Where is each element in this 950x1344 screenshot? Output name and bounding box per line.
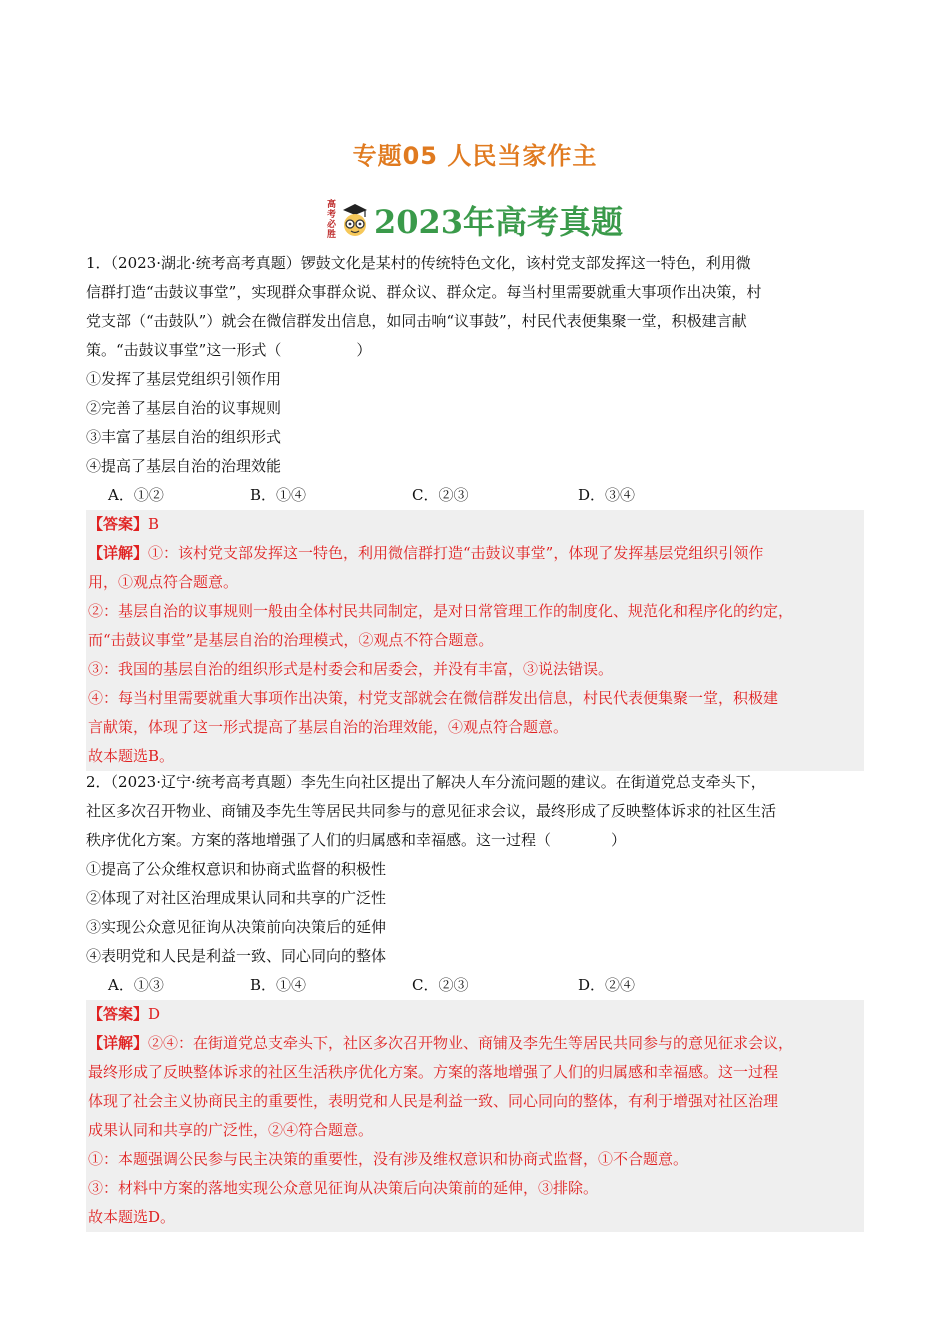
- answer-options: [86, 481, 864, 510]
- detail-line: ④：每当村里需要就重大事项作出决策，村党支部就会在微信群发出信息，村民代表便集聚一堂，积极建: [88, 689, 779, 707]
- option-a: A．①②: [108, 486, 164, 504]
- detail-conclusion: 故本题选B。: [88, 747, 175, 765]
- option-c: C．②③: [412, 486, 469, 504]
- detail-line: 用，①观点符合题意。: [88, 573, 239, 591]
- question-stem-line: 社区多次召开物业、商铺及李先生等居民共同参与的意见征求会议，最终形成了反映整体诉求的社区生活: [86, 802, 777, 820]
- question-stem-line: 2．（2023·辽宁·统考高考真题）李先生向社区提出了解决人车分流问题的建议。在街道党总支牵头下，: [86, 773, 766, 791]
- question-2: [86, 768, 864, 1232]
- detail-line: 体现了社会主义协商民主的重要性，表明党和人民是利益一致、同心同向的整体，有利于增强对社区治理: [88, 1092, 779, 1110]
- scholar-mascot-icon: [340, 203, 370, 237]
- page-title: 专题05 人民当家作主: [352, 142, 598, 170]
- detail-line: ③：我国的基层自治的组织形式是村委会和居委会，并没有丰富，③说法错误。: [88, 660, 614, 678]
- answer-value: B: [148, 515, 160, 533]
- detail-line: 言献策，体现了这一形式提高了基层自治的治理效能，④观点符合题意。: [88, 718, 569, 736]
- detail-line: 成果认同和共享的广泛性，②④符合题意。: [88, 1121, 374, 1139]
- banner-text: 2023年高考真题: [373, 203, 624, 241]
- detail-line: ②：基层自治的议事规则一般由全体村民共同制定，是对日常管理工作的制度化、规范化和程序化的约定，: [88, 602, 794, 620]
- option-d: D．②④: [578, 976, 636, 994]
- detail-label: 【详解】: [88, 544, 149, 562]
- question-1: [86, 249, 864, 771]
- answer-label: 【答案】: [88, 515, 149, 533]
- question-stem-line: 秩序优化方案。方案的落地增强了人们的归属感和幸福感。这一过程（ ）: [86, 831, 627, 849]
- option-c: C．②③: [412, 976, 469, 994]
- option-a: A．①③: [108, 976, 164, 994]
- statement-item: ①提高了公众维权意识和协商式监督的积极性: [86, 860, 387, 878]
- detail-line: ①：该村党支部发挥这一特色，利用微信群打造“击鼓议事堂”，体现了发挥基层党组织引领作: [148, 544, 764, 562]
- section-banner: [86, 192, 864, 240]
- statement-item: ①发挥了基层党组织引领作用: [86, 370, 282, 388]
- answer-label: 【答案】: [88, 1005, 149, 1023]
- statement-item: ④表明党和人民是利益一致、同心同向的整体: [86, 947, 387, 965]
- question-stem-line: 1．（2023·湖北·统考高考真题）锣鼓文化是某村的传统特色文化，该村党支部发挥这一特色，利用微: [86, 254, 751, 272]
- seal-logo: 高 考 必 胜: [326, 200, 336, 240]
- detail-line: 而“击鼓议事堂”是基层自治的治理模式，②观点不符合题意。: [88, 631, 494, 649]
- question-stem-line: 党支部（“击鼓队”）就会在微信群发出信息，如同击响“议事鼓”，村民代表便集聚一堂，积极建言献: [86, 312, 747, 330]
- statement-item: ②体现了对社区治理成果认同和共享的广泛性: [86, 889, 387, 907]
- detail-line: 最终形成了反映整体诉求的社区生活秩序优化方案。方案的落地增强了人们的归属感和幸福感。这一过程: [88, 1063, 779, 1081]
- answer-value: D: [148, 1005, 161, 1023]
- statement-item: ③实现公众意见征询从决策前向决策后的延伸: [86, 918, 387, 936]
- question-stem-line: 信群打造“击鼓议事堂”，实现群众事群众说、群众议、群众定。每当村里需要就重大事项作出决策，村: [86, 283, 762, 301]
- option-d: D．③④: [578, 486, 636, 504]
- statement-item: ③丰富了基层自治的组织形式: [86, 428, 282, 446]
- detail-line: ①：本题强调公民参与民主决策的重要性，没有涉及维权意识和协商式监督，①不合题意。: [88, 1150, 689, 1168]
- detail-label: 【详解】: [88, 1034, 149, 1052]
- statement-item: ④提高了基层自治的治理效能: [86, 457, 282, 475]
- option-b: B．①④: [250, 486, 307, 504]
- detail-conclusion: 故本题选D。: [88, 1208, 176, 1226]
- question-stem-line: 策。“击鼓议事堂”这一形式（ ）: [86, 341, 372, 359]
- detail-line: ②④：在街道党总支牵头下，社区多次召开物业、商铺及李先生等居民共同参与的意见征求会议，: [148, 1034, 794, 1052]
- option-b: B．①④: [250, 976, 307, 994]
- answer-explanation-box: [86, 510, 864, 771]
- statement-item: ②完善了基层自治的议事规则: [86, 399, 282, 417]
- answer-options: [86, 971, 864, 1000]
- answer-explanation-box: [86, 1000, 864, 1232]
- detail-line: ③：材料中方案的落地实现公众意见征询从决策后向决策前的延伸，③排除。: [88, 1179, 599, 1197]
